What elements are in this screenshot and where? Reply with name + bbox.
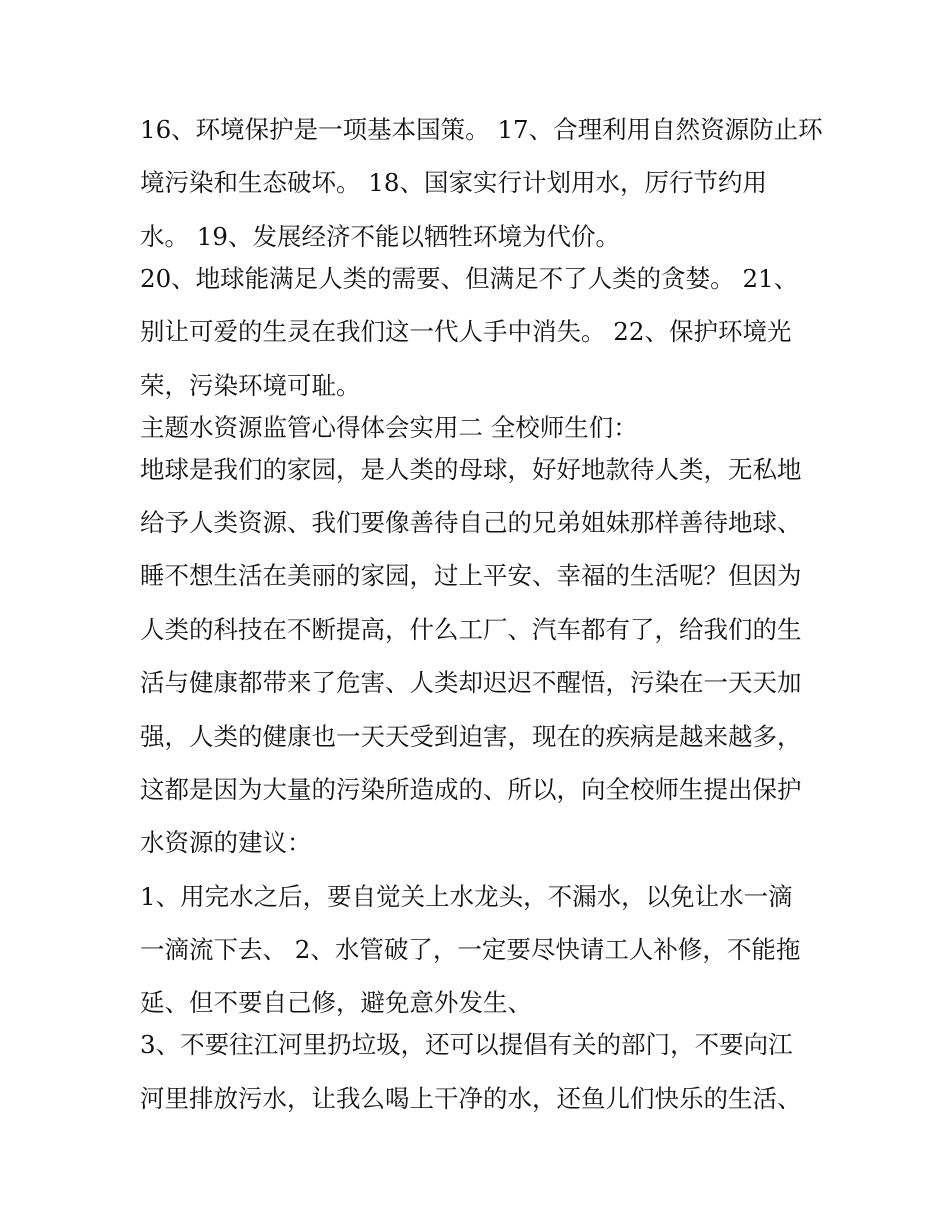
text-line: 强，人类的健康也一天天受到迫害，现在的疾病是越来越多，	[140, 721, 802, 751]
text-line: 1、用完水之后，要自觉关上水龙头，不漏水，以免让水一滴	[140, 881, 793, 911]
text-line: 3、不要往江河里扔垃圾，还可以提倡有关的部门，不要向江	[140, 1030, 793, 1060]
text-line: 给予人类资源、我们要像善待自己的兄弟姐妹那样善待地球、	[140, 507, 802, 537]
text-line: 16、环境保护是一项基本国策。 17、合理利用自然资源防止环	[140, 115, 823, 144]
section-heading: 主题水资源监管心得体会实用二 全校师生们：	[140, 412, 638, 442]
text-line: 一滴流下去、 2、水管破了，一定要尽快请工人补修，不能拖	[140, 935, 801, 965]
text-line: 水。 19、发展经济不能以牺牲环境为代价。	[140, 221, 620, 251]
text-line: 水资源的建议：	[140, 828, 312, 858]
text-line: 河里排放污水，让我么喝上干净的水，还鱼儿们快乐的生活、	[140, 1083, 802, 1113]
text-line: 境污染和生态破坏。 18、国家实行计划用水，厉行节约用	[140, 168, 767, 198]
text-line: 20、地球能满足人类的需要、但满足不了人类的贪婪。 21、	[140, 263, 799, 293]
text-line: 这都是因为大量的污染所造成的、所以，向全校师生提出保护	[140, 774, 802, 804]
text-line: 睡不想生活在美丽的家园，过上平安、幸福的生活呢？但因为	[140, 561, 802, 591]
text-line: 活与健康都带来了危害、人类却迟迟不醒悟，污染在一天天加	[140, 668, 802, 698]
text-line: 延、但不要自己修，避免意外发生、	[140, 988, 532, 1018]
text-line: 荣，污染环境可耻。	[140, 370, 361, 400]
text-line: 地球是我们的家园，是人类的母球，好好地款待人类，无私地	[140, 454, 802, 484]
document-body	[140, 108, 823, 1130]
text-line: 人类的科技在不断提高，什么工厂、汽车都有了，给我们的生	[140, 614, 802, 644]
text-line: 别让可爱的生灵在我们这一代人手中消失。 22、保护环境光	[140, 317, 792, 347]
